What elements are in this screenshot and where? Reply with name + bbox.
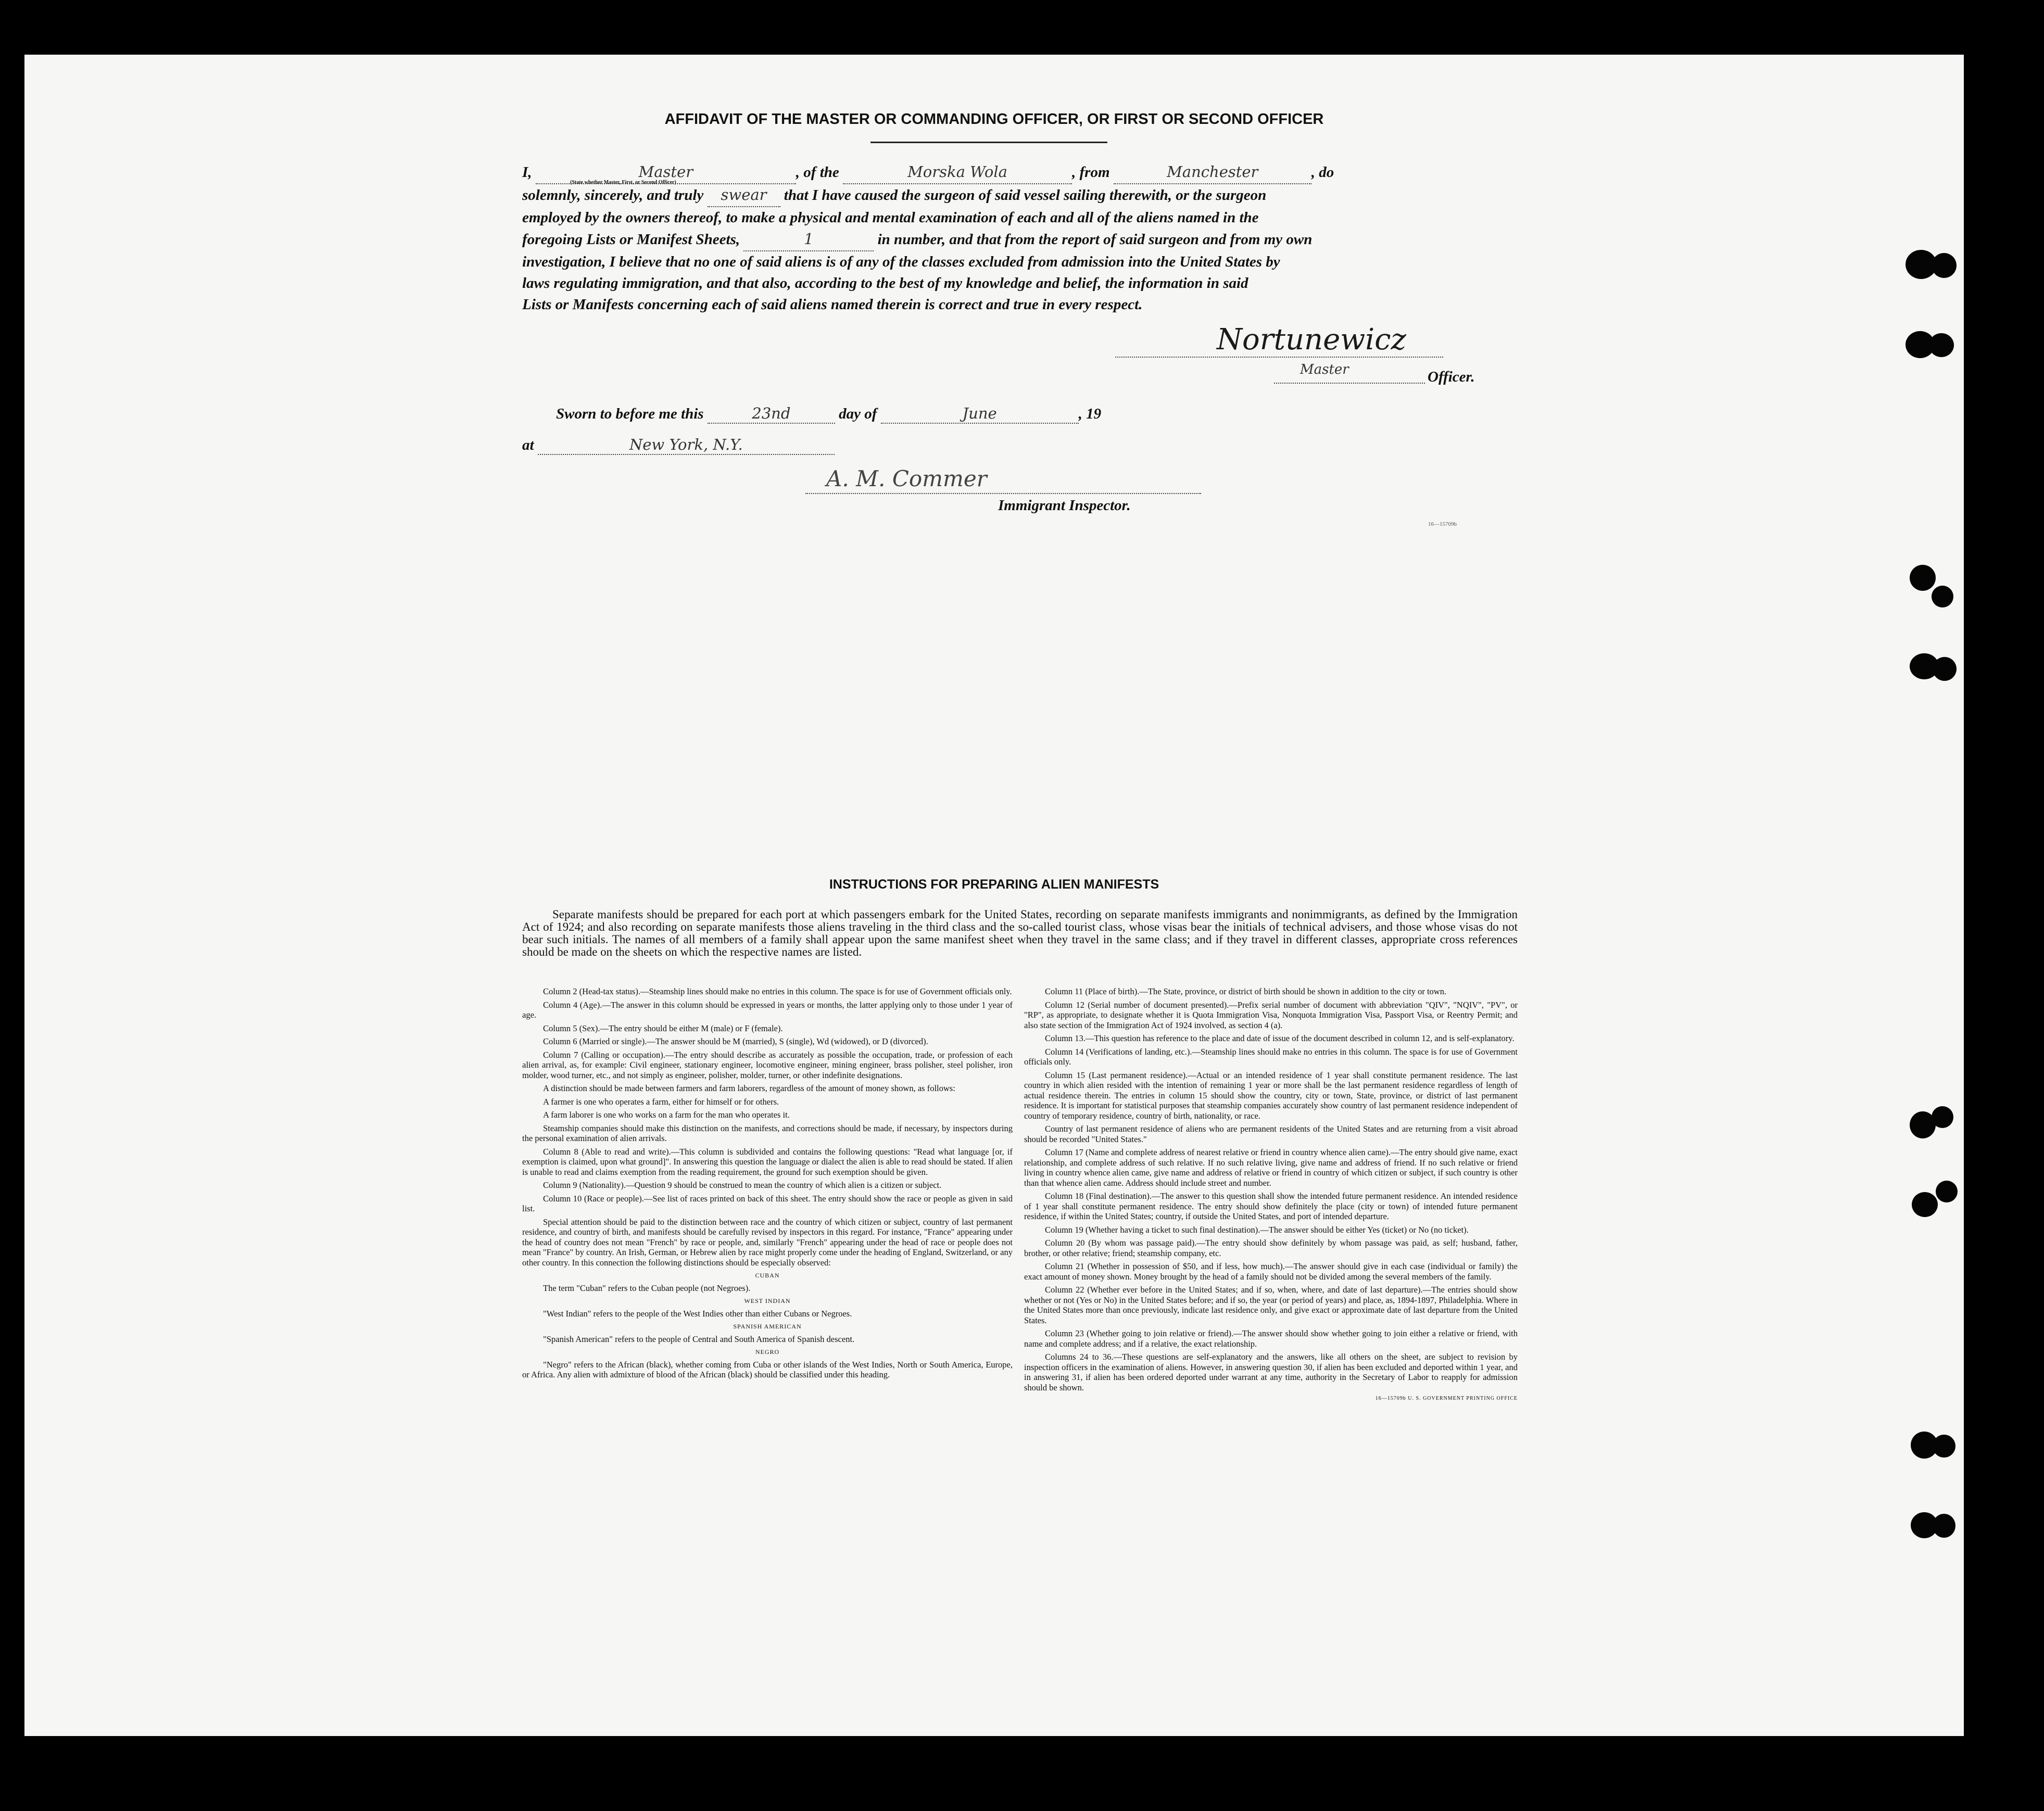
instruction-paragraph: A distinction should be made between farmers and farm laborers, regardless of the amount of money shown, as follows: bbox=[543, 1083, 955, 1093]
instruction-paragraph: Column 7 (Calling or occupation).—The entry should describe as accurately as possible the occupation, trade, or profession of each alien arrival, as, for example: Civil engineer, stationary engineer, locomotive engineer, mining engineer, brass polisher, steel polisher, iron molder, wood turner, etc., and not simply as engineer, polisher, molder, turner, or other indefinite designations. bbox=[522, 1049, 1013, 1080]
punch-hole bbox=[1932, 253, 1957, 278]
officer-label: Officer. bbox=[1428, 369, 1475, 385]
instruction-paragraph: Column 6 (Married or single).—The answer should be M (married), S (single), Wd (widowed), or D (divorced). bbox=[543, 1036, 928, 1046]
punch-hole bbox=[1912, 1192, 1938, 1217]
affidavit-line-1: I, Master , of the Morska Wola , from Manchester , do bbox=[522, 161, 1511, 184]
instruction-paragraph: Country of last permanent residence of aliens who are permanent residents of the United States and are returning from a visit abroad should be recorded "United States." bbox=[1024, 1124, 1518, 1144]
title-line bbox=[1274, 383, 1425, 384]
spanish-american-heading: SPANISH AMERICAN bbox=[733, 1323, 802, 1330]
instruction-paragraph: A farm laborer is one who works on a farm for the man who operates it. bbox=[543, 1110, 790, 1120]
instruction-paragraph: Column 8 (Able to read and write).—This column is subdivided and contains the following questions: "Read what language [or, if exemption is claimed, upon what ground]". In answering this question the language or dialect the alien is able to read should be stated. If alien is unable to read and claims exemption from the reading requirement, the ground for such exemption should be given. bbox=[522, 1146, 1013, 1177]
west-indian-heading: WEST INDIAN bbox=[744, 1297, 791, 1305]
instruction-paragraph: Column 19 (Whether having a ticket to such final destination).—The answer should be either Yes (ticket) or No (no ticket). bbox=[1045, 1224, 1469, 1235]
instructions-title: INSTRUCTIONS FOR PREPARING ALIEN MANIFESTS bbox=[829, 877, 1159, 892]
printing-office-footer: 16—15709b U. S. GOVERNMENT PRINTING OFFICE bbox=[1375, 1396, 1518, 1401]
title-rule bbox=[870, 142, 1107, 143]
sworn-line: Sworn to before me this 23nd day of June , 19 bbox=[556, 404, 1101, 424]
instruction-paragraph: Column 18 (Final destination).—The answer to this question shall show the intended future permanent residence. An intended residence of 1 year shall constitute permanent residence. The entry should show definitely the place (city or town) of intended future permanent residence, if within the United States; country, if outside the United States, and port of intended departure. bbox=[1024, 1191, 1518, 1221]
instruction-paragraph: Column 4 (Age).—The answer in this column should be expressed in years or months, the latter applying only to those under 1 year of age. bbox=[522, 999, 1013, 1020]
manifest-page bbox=[24, 55, 1964, 1736]
form-code: 16—15709b bbox=[1428, 521, 1457, 527]
punch-hole bbox=[1933, 1514, 1955, 1538]
punch-hole bbox=[1932, 586, 1953, 607]
instruction-paragraph: Column 15 (Last permanent residence).—Actual or an intended residence of 1 year shall constitute permanent residence. The last country in which alien resided with the intention of remaining 1 year or more shall be the last permanent residence regardless of length of actual residence therein. The entries in column 15 should show the country, city or town, State, province, or district of last permanent residence. It is important for statistical purposes that steamship companies accurately show country of last permanent residence independent of country of temporary residence, country of birth, nationality, or race. bbox=[1024, 1070, 1518, 1121]
sheet-count-field: 1 bbox=[743, 229, 874, 251]
instruction-paragraph: Steamship companies should make this distinction on the manifests, and corrections should be made, if necessary, by inspectors during the personal examination of alien arrivals. bbox=[522, 1123, 1013, 1143]
west-indian-definition: "West Indian" refers to the people of the West Indies other than either Cubans or Negroes. bbox=[543, 1308, 852, 1319]
sworn-day-field: 23nd bbox=[708, 404, 835, 424]
instruction-paragraph: Column 11 (Place of birth).—The State, province, or district of birth should be shown in addition to the city or town. bbox=[1045, 986, 1447, 996]
sworn-place-field: New York, N.Y. bbox=[538, 436, 835, 455]
affidavit-line-3: employed by the owners thereof, to make a physical and mental examination of each and all of the aliens named in the bbox=[522, 209, 1259, 226]
instruction-paragraph: Column 22 (Whether ever before in the United States; and if so, when, where, and date of last departure).—The entries should show whether or not (Yes or No) in the United States before; and if so, the year (or period of years) and place, as, 1894-1897, Philadelphia. Where in the United States more than once previously, indicate last residence only, and give exact or approximate date of last departure from the United States. bbox=[1024, 1285, 1518, 1325]
affidavit-line-4: foregoing Lists or Manifest Sheets, 1 in number, and that from the report of said surgeon and from my own bbox=[522, 229, 1511, 251]
port-field: Manchester bbox=[1114, 161, 1311, 184]
signature-title: Master bbox=[1300, 362, 1349, 377]
instruction-paragraph: Column 9 (Nationality).—Question 9 should be construed to mean the country of which alien is a citizen or subject. bbox=[543, 1180, 942, 1190]
punch-hole bbox=[1936, 1181, 1958, 1202]
instruction-paragraph: Column 21 (Whether in possession of $50, and if less, how much).—The answer should give in each case (individual or family) the exact amount of money shown. Money brought by the head of a family should not be divided among the several members of the family. bbox=[1024, 1261, 1518, 1282]
inspector-label: Immigrant Inspector. bbox=[998, 497, 1131, 514]
master-signature: Nortunewicz bbox=[1217, 323, 1406, 357]
negro-definition: "Negro" refers to the African (black), whether coming from Cuba or other islands of the West Indies, North or South America, Europe, or Africa. Any alien with admixture of blood of the African (black) should be classified under this heading. bbox=[522, 1359, 1013, 1379]
instruction-paragraph: Special attention should be paid to the distinction between race and the country of which citizen or subject, country of last permanent residence, and country of birth, and manifests should be carefully revised by inspectors in this regard. For instance, "France" appearing under the head of country does not mean "French" by race or people, and, similarly "French" appearing under the head of race or people does not mean "France" by country. An Irish, German, or Hebrew alien by race might properly come under the heading of England, Switzerland, or any other country. In this connection the following distinctions should be especially observed: bbox=[522, 1217, 1013, 1268]
instruction-paragraph: Column 10 (Race or people).—See list of races printed on back of this sheet. The entry should show the race or people as given in said list. bbox=[522, 1193, 1013, 1213]
inspector-line bbox=[805, 493, 1201, 494]
vessel-name-field: Morska Wola bbox=[843, 161, 1072, 184]
affidavit-body bbox=[522, 161, 1511, 315]
officer-rank-field: Master bbox=[536, 161, 796, 184]
instruction-paragraph: Column 20 (By whom was passage paid).—The entry should show definitely by whom passage was paid, as self; husband, father, brother, or other relative; friend; steamship company, etc. bbox=[1024, 1238, 1518, 1258]
instruction-paragraph: Column 2 (Head-tax status).—Steamship lines should make no entries in this column. The space is for use of Government officials only. bbox=[543, 986, 1012, 996]
punch-hole bbox=[1933, 657, 1957, 681]
sworn-month-field: June bbox=[881, 404, 1079, 424]
instructions-left-column bbox=[522, 986, 1013, 1383]
instruction-paragraph: Column 14 (Verifications of landing, etc.).—Steamship lines should make no entries in this column. The space is for use of Government officials only. bbox=[1024, 1046, 1518, 1067]
instruction-paragraph: Column 12 (Serial number of document presented).—Prefix serial number of document with abbreviation "QIV", "NQIV", "PV", or "RP", as appropriate, to designate whether it is Quota Immigration Visa, Nonquota Immigration Visa, Passport Visa, or Reentry Permit; and also state section of the Immigration Act of 1924 involved, as section 4 (a). bbox=[1024, 999, 1518, 1030]
punch-hole bbox=[1933, 1435, 1955, 1458]
signature-line bbox=[1115, 357, 1443, 358]
punch-hole bbox=[1929, 333, 1954, 357]
instruction-paragraph: Column 17 (Name and complete address of nearest relative or friend in country whence alien came).—The entry should give name, exact relationship, and complete address of such relative. If no such relative living, give name and address of friend. If no such relative or friend living in country whence alien came, give name and address of relative or friend in country of which citizen or subject, if such country is other than that whence alien came. Address should include street and number. bbox=[1024, 1147, 1518, 1188]
affidavit-line-6: laws regulating immigration, and that also, according to the best of my knowledge and belief, the information in said bbox=[522, 275, 1248, 292]
officer-note: (State whether Master, First, or Second Officer) bbox=[570, 180, 676, 185]
instructions-intro: Separate manifests should be prepared for each port at which passengers embark for the United States, recording on separate manifests immigrants and nonimmigrants, as defined by the Immigration Act of 1924; and also recording on separate manifests those aliens traveling in the third class and the so-called tourist class, whose visas bear the initials of technical advisers, and those whose visas do not bear such initials. The names of all members of a family shall appear upon the same manifest sheet when they travel in the same class; and if they travel in different classes, appropriate cross references should be made on the sheets on which the respective names are listed. bbox=[522, 908, 1518, 958]
punch-hole bbox=[1910, 565, 1936, 591]
instructions-right-column bbox=[1024, 986, 1518, 1404]
inspector-signature: A. M. Commer bbox=[826, 466, 987, 491]
instruction-paragraph: Column 23 (Whether going to join relative or friend).—The answer should show whether going to join either a relative or friend, with name and complete address; and if a relative, the exact relationship. bbox=[1024, 1328, 1518, 1349]
spanish-american-definition: "Spanish American" refers to the people of Central and South America of Spanish descent. bbox=[543, 1334, 855, 1344]
affidavit-title: AFFIDAVIT OF THE MASTER OR COMMANDING OFFICER, OR FIRST OR SECOND OFFICER bbox=[664, 111, 1324, 128]
negro-heading: NEGRO bbox=[755, 1348, 780, 1356]
cuban-heading: CUBAN bbox=[755, 1272, 780, 1279]
instruction-paragraph: A farmer is one who operates a farm, either for himself or for others. bbox=[543, 1096, 779, 1107]
instruction-paragraph: Column 5 (Sex).—The entry should be either M (male) or F (female). bbox=[543, 1023, 783, 1033]
affidavit-line-2: solemnly, sincerely, and truly swear that I have caused the surgeon of said vessel sailing therewith, or the surgeon bbox=[522, 184, 1511, 207]
affidavit-line-7: Lists or Manifests concerning each of said aliens named therein is correct and true in every respect. bbox=[522, 296, 1143, 313]
punch-hole bbox=[1932, 1106, 1953, 1128]
affidavit-line-5: investigation, I believe that no one of said aliens is of any of the classes excluded from admission into the United States by bbox=[522, 254, 1280, 270]
at-line: at New York, N.Y. bbox=[522, 436, 835, 455]
cuban-definition: The term "Cuban" refers to the Cuban people (not Negroes). bbox=[543, 1283, 751, 1293]
oath-field: swear bbox=[708, 184, 780, 207]
instruction-paragraph: Column 13.—This question has reference to the place and date of issue of the document described in column 12, and is self-explanatory. bbox=[1045, 1033, 1515, 1043]
instruction-paragraph: Columns 24 to 36.—These questions are self-explanatory and the answers, like all others on the sheet, are subject to revision by inspection officers in the examination of aliens. However, in answering question 30, if alien has been excluded and deported within 1 year, and in answering 31, if alien has been ordered deported under warrant at any time, authority in the Secretary of Labor to reapply for admission should be shown. bbox=[1024, 1352, 1518, 1392]
